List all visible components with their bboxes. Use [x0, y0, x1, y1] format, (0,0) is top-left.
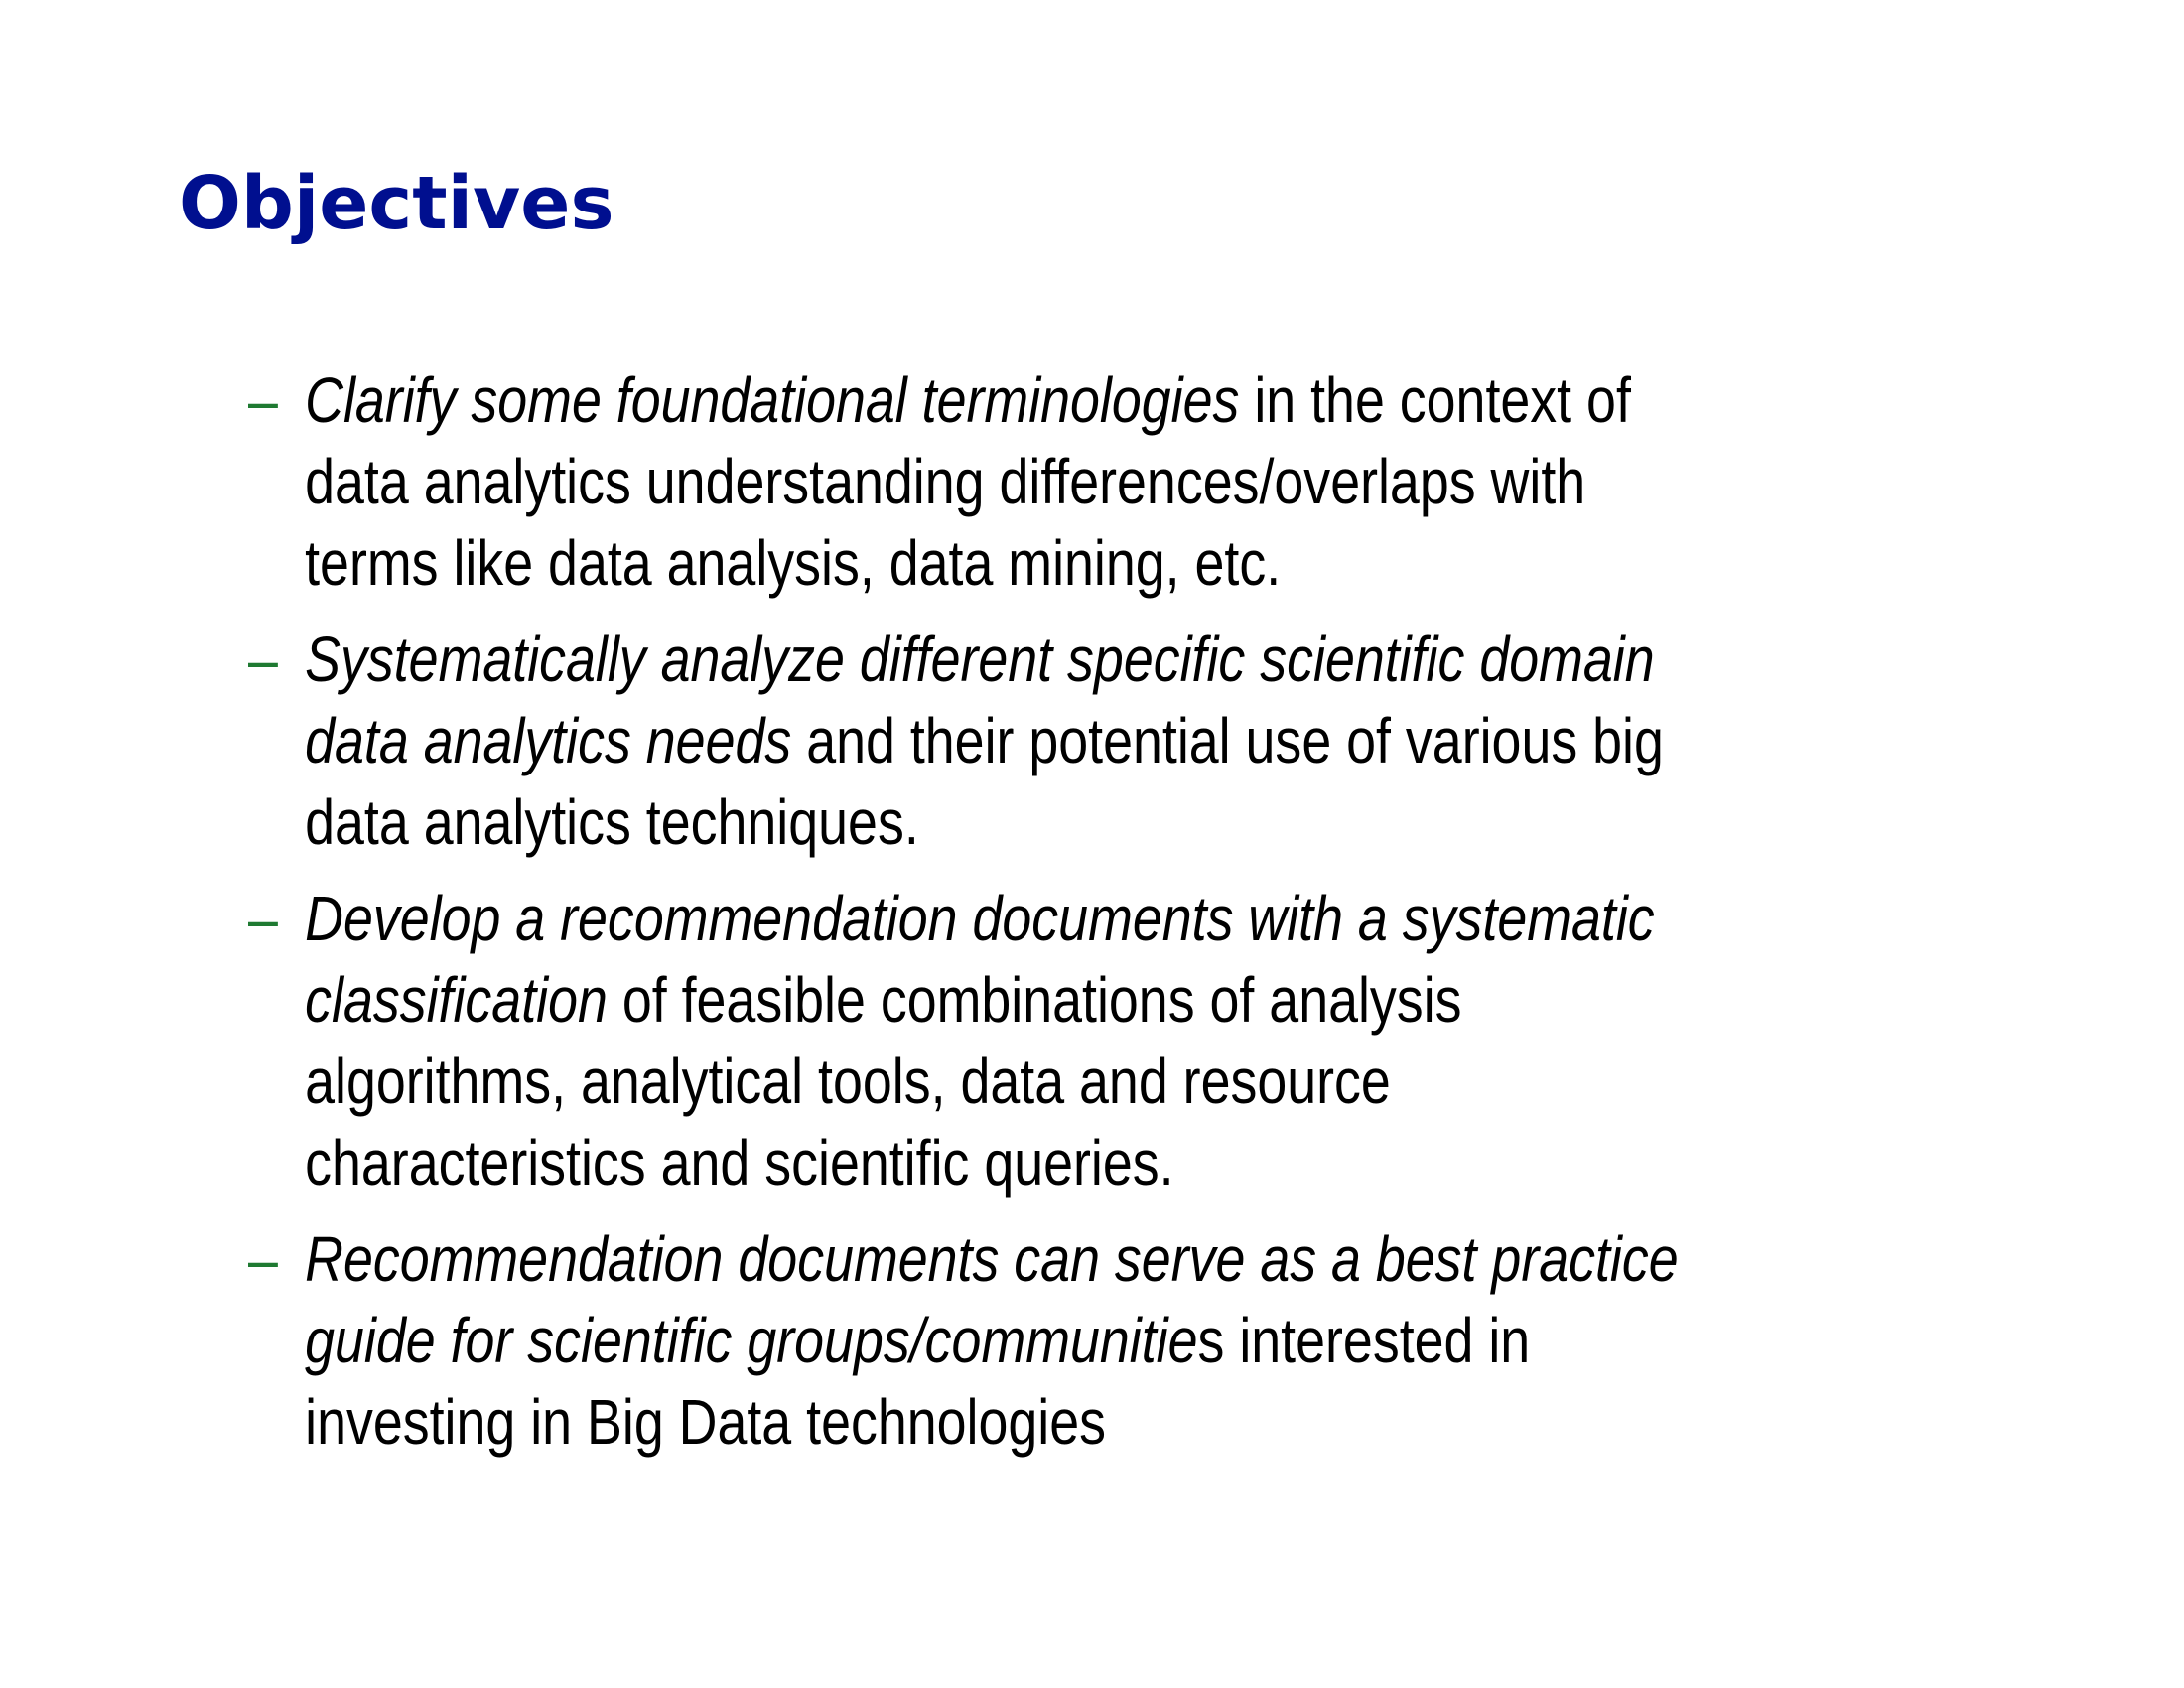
bullet-line — [305, 1122, 2039, 1203]
slide-title: Objectives — [179, 161, 614, 246]
bullet-dash: – — [248, 624, 278, 695]
bullet-line — [305, 781, 2039, 863]
emphasis-text: guide for scientific groups/communitie — [305, 1305, 1198, 1376]
bullet-item — [248, 1218, 2039, 1463]
body-text: terms like data analysis, data mining, etc. — [305, 527, 1282, 599]
emphasis-text: Recommendation documents can serve as a best practice — [305, 1223, 1679, 1295]
emphasis-text: Systematically analyze different specific scientific domain — [305, 624, 1655, 695]
emphasis-text: Develop a recommendation documents with a systematic — [305, 883, 1655, 954]
emphasis-text: data analytics needs — [305, 705, 792, 776]
body-text: s interested in — [1197, 1305, 1531, 1376]
bullet-line — [305, 700, 2039, 781]
bullet-line — [305, 619, 2039, 700]
body-text: data analytics techniques. — [305, 786, 919, 858]
bullet-line — [305, 959, 2039, 1041]
bullet-item — [248, 359, 2039, 604]
bullet-line — [305, 441, 2039, 522]
body-text: data analytics understanding differences/overlaps with — [305, 446, 1586, 517]
body-text: investing in Big Data technologies — [305, 1386, 1107, 1458]
emphasis-text: Clarify some foundational terminologies — [305, 364, 1240, 436]
bullet-line — [305, 1218, 2039, 1300]
bullet-line — [305, 522, 2039, 604]
body-text: characteristics and scientific queries. — [305, 1127, 1174, 1198]
body-text: and their potential use of various big — [791, 705, 1664, 776]
bullet-line — [305, 1381, 2039, 1463]
bullet-line — [305, 359, 2039, 441]
bullet-dash: – — [248, 1223, 278, 1295]
emphasis-text: classification — [305, 964, 608, 1036]
bullet-item — [248, 878, 2039, 1203]
bullet-line — [305, 1300, 2039, 1381]
bullet-dash: – — [248, 883, 278, 954]
bullet-dash: – — [248, 364, 278, 436]
objectives-list — [248, 359, 1995, 1477]
body-text: algorithms, analytical tools, data and resource — [305, 1046, 1391, 1117]
body-text: of feasible combinations of analysis — [607, 964, 1462, 1036]
bullet-line — [305, 878, 2039, 959]
bullet-item — [248, 619, 2039, 863]
body-text: in the context of — [1239, 364, 1631, 436]
bullet-line — [305, 1041, 2039, 1122]
